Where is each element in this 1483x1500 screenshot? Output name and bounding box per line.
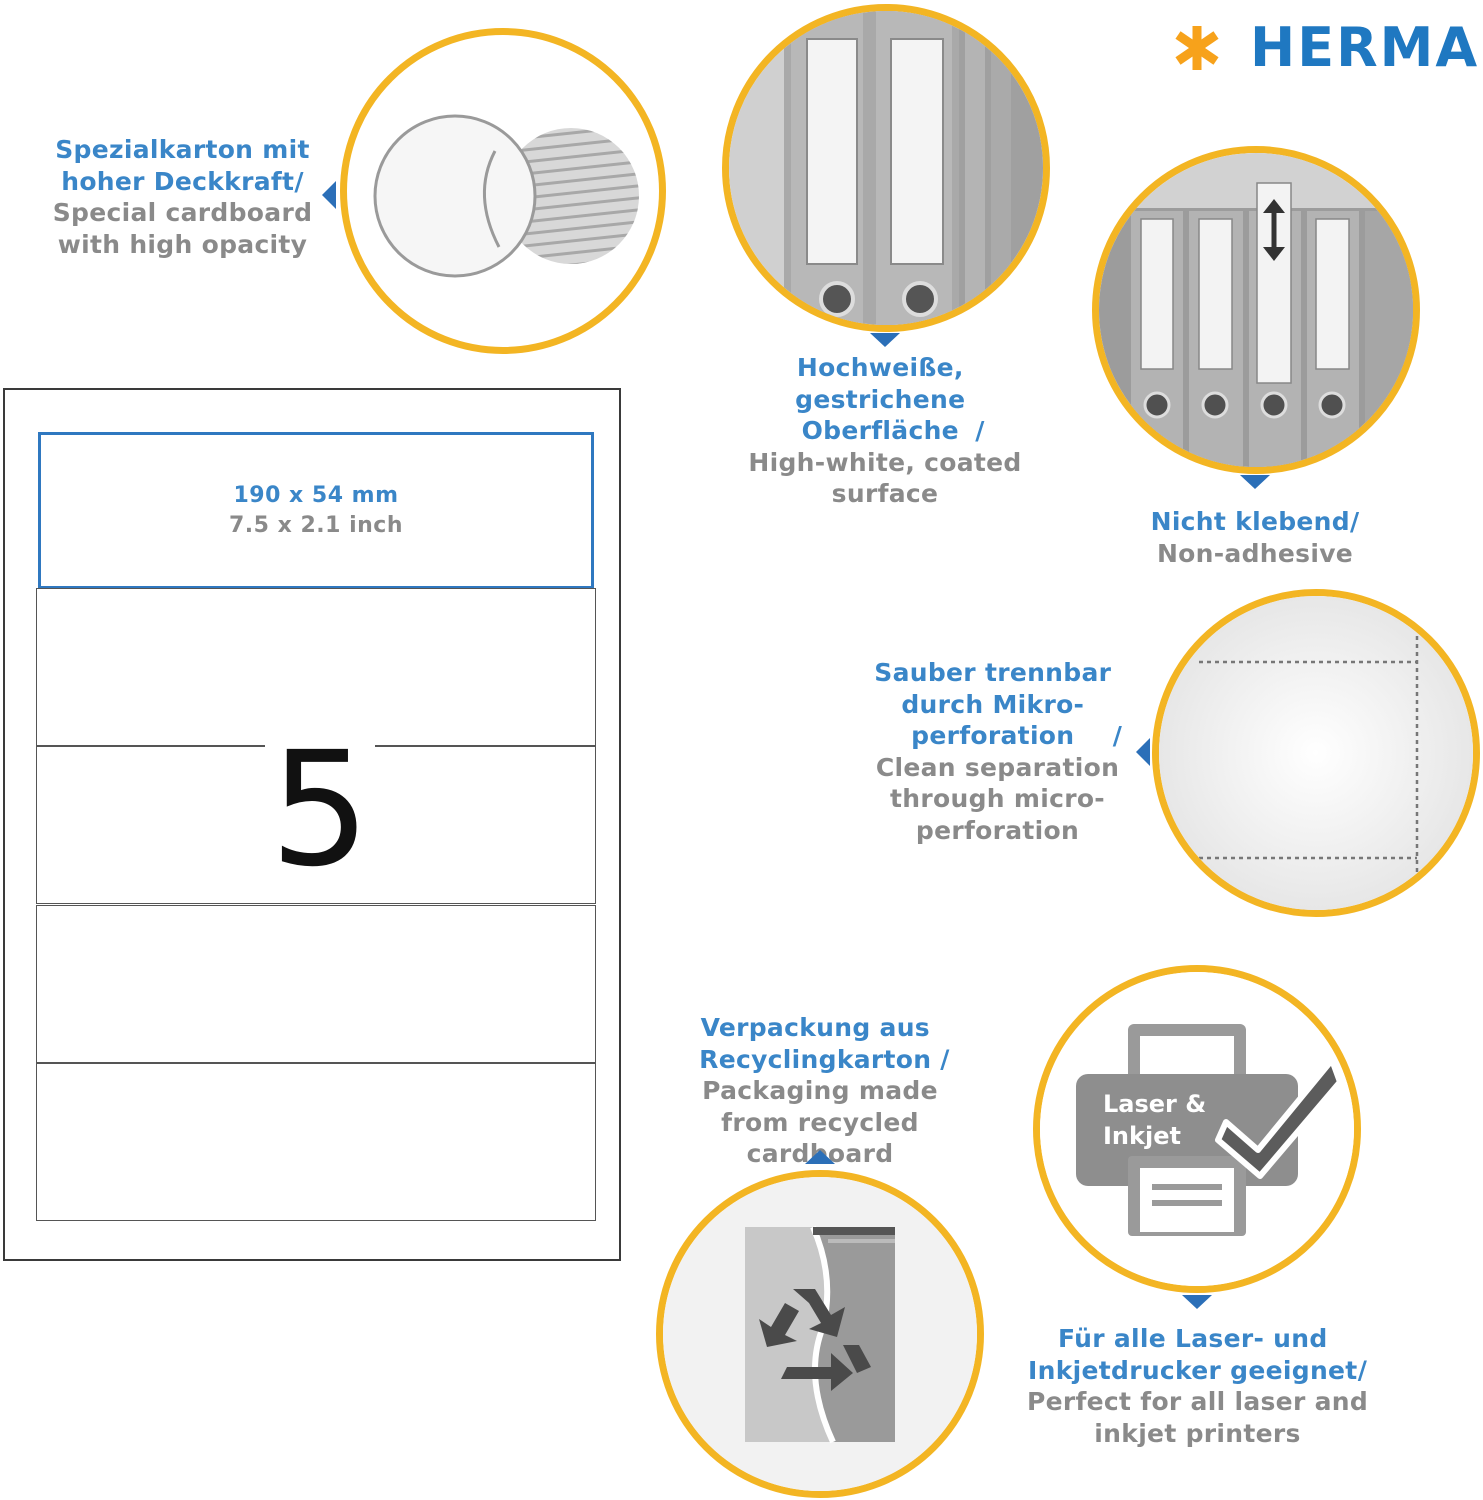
feature-printer-de: Für alle Laser- und Inkjetdrucker geeignet <box>1028 1324 1358 1385</box>
feature-perforation-circle <box>1152 589 1480 917</box>
feature-printer-en: Perfect for all laser and inkjet printers <box>1026 1387 1369 1448</box>
brand-name: HERMA <box>1250 16 1480 79</box>
feature-adhesive-circle <box>1092 146 1420 474</box>
feature-perforation-pointer <box>1136 738 1150 766</box>
feature-packaging-pointer <box>805 1150 835 1164</box>
feature-opacity-pointer <box>322 181 336 209</box>
labels-per-sheet: 5 <box>265 730 375 890</box>
label-5 <box>36 1063 596 1221</box>
label-size-imperial: 7.5 x 2.1 inch <box>228 513 404 538</box>
feature-printer-pointer <box>1182 1295 1212 1309</box>
feature-adhesive-pointer <box>1240 475 1270 489</box>
feature-perforation-de: Sauber trennbar durch Mikro-perforation <box>874 658 1112 750</box>
feature-opacity-text: Spezialkarton mit hoher Deckkraft/ Special cardboard with high opacity <box>52 135 313 259</box>
feature-adhesive-text: Nicht klebend/ Non-adhesive <box>1150 507 1360 568</box>
feature-adhesive-de: Nicht klebend <box>1150 507 1350 536</box>
binders-icon <box>1099 153 1413 467</box>
feature-perforation-en: Clean separation through micro-perforation <box>875 752 1120 845</box>
feature-surface-pointer <box>870 333 900 347</box>
feature-packaging-en: Packaging made from recycled cardboard <box>702 1076 938 1168</box>
perforation-icon <box>1159 596 1473 910</box>
feature-adhesive-en: Non-adhesive <box>1156 538 1354 568</box>
brand-logo <box>1168 16 1480 79</box>
feature-opacity-de: Spezialkarton mit hoher Deckkraft <box>55 135 310 196</box>
feature-surface-circle <box>722 4 1050 332</box>
recycle-box-icon <box>663 1177 977 1491</box>
opacity-circles-icon <box>347 35 659 347</box>
printer-badge-line1: Laser & <box>1103 1090 1207 1118</box>
feature-surface-text: Hochweiße, gestrichene Oberfläche / High-white, coated surface <box>735 352 1035 510</box>
feature-surface-en: High-white, coated surface <box>748 447 1022 508</box>
asterisk-logo-icon <box>1168 22 1226 74</box>
feature-printer-circle <box>1033 965 1361 1293</box>
label-4 <box>36 905 596 1063</box>
binders-icon <box>729 11 1043 325</box>
feature-opacity-en: Special cardboard with high opacity <box>52 198 313 259</box>
feature-packaging-text: Verpackung aus Recyclingkarton / Packaging made from recycled cardboard <box>660 1012 980 1170</box>
feature-printer-text: Für alle Laser- und Inkjetdrucker geeignet/ Perfect for all laser and inkjet printers <box>1026 1324 1369 1448</box>
feature-packaging-de: Verpackung aus Recyclingkarton <box>699 1013 932 1074</box>
printer-icon <box>1040 972 1354 1286</box>
feature-opacity-circle <box>340 28 666 354</box>
label-size-metric: 190 x 54 mm <box>233 483 399 508</box>
label-1 <box>38 432 594 589</box>
label-sheet <box>3 388 621 1261</box>
feature-surface-de: Hochweiße, gestrichene Oberfläche <box>795 353 966 445</box>
feature-packaging-circle <box>656 1170 984 1498</box>
feature-perforation-text: Sauber trennbar durch Mikro-perforation / Clean separation through micro-perforation <box>874 658 1123 845</box>
printer-badge-line2: Inkjet <box>1103 1122 1181 1150</box>
